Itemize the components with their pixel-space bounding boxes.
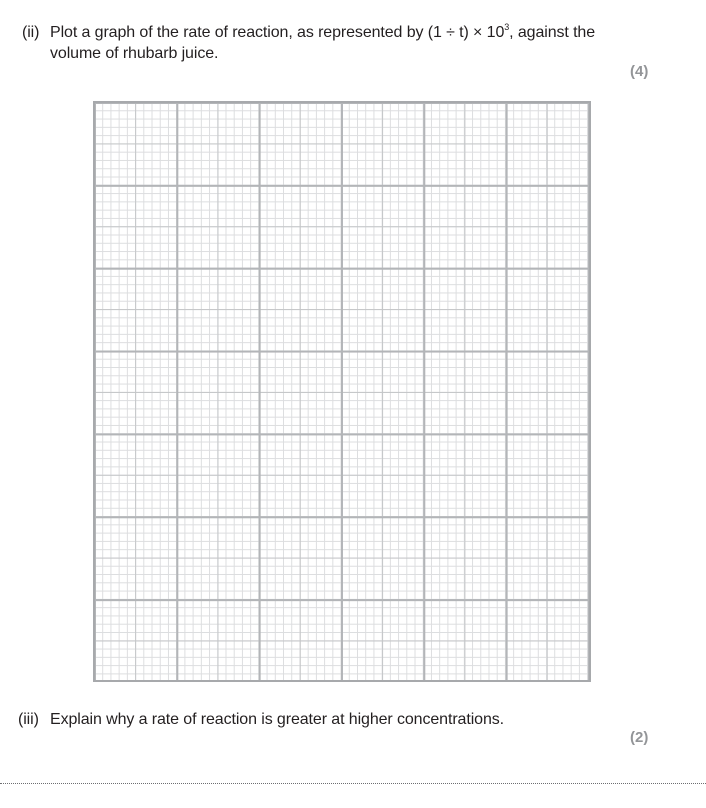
answer-line[interactable] [0,783,706,784]
question-ii-superscript: 3 [504,21,510,32]
question-iii-marks: (2) [630,729,649,746]
question-ii-label: (ii) [22,24,40,41]
question-ii-marks: (4) [630,63,649,80]
question-ii-text-main: Plot a graph of the rate of reaction, as represented by (1 ÷ t) × 10 [50,24,505,41]
graph-paper-grid[interactable] [93,101,591,682]
question-iii-label: (iii) [18,711,39,728]
question-ii-text [50,22,650,64]
question-ii-text-end: , against the volume of rhubarb juice. [50,24,596,62]
question-iii-text: Explain why a rate of reaction is greater at higher concentrations. [50,711,504,728]
